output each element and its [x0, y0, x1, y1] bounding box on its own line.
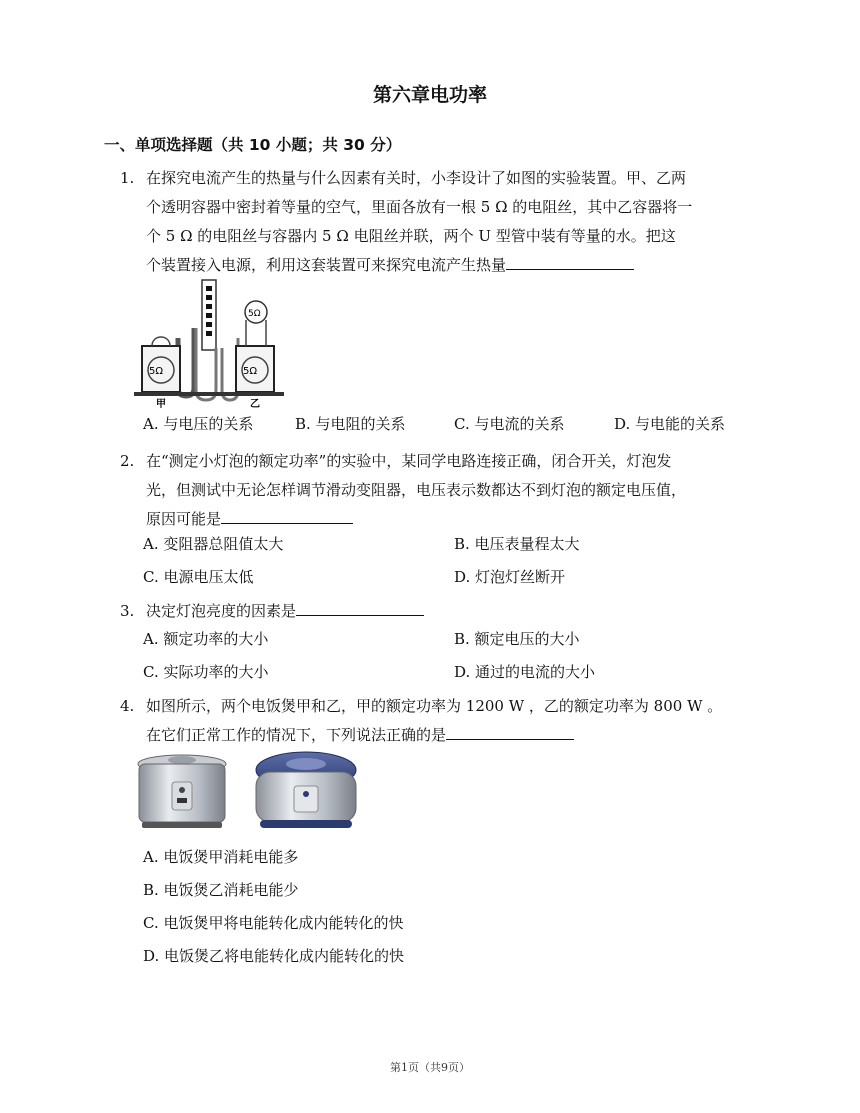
- question-text-line: 决定灯泡亮度的因素是: [146, 602, 297, 620]
- question-number: 4.: [120, 697, 135, 715]
- answer-blank: [296, 599, 424, 616]
- resistor-top-label: 5Ω: [248, 309, 261, 319]
- question-text-line: 个透明容器中密封着等量的空气，里面各放有一根 5 Ω 的电阻丝，其中乙容器将一: [146, 198, 693, 216]
- option-d[interactable]: D. 电饭煲乙将电能转化成内能转化的快: [143, 947, 405, 965]
- question-text-line: 在它们正常工作的情况下，下列说法正确的是: [146, 726, 447, 744]
- question-text-line: 在探究电流产生的热量与什么因素有关时，小李设计了如图的实验装置。甲、乙两: [146, 169, 687, 187]
- option-d[interactable]: D. 通过的电流的大小: [454, 663, 596, 681]
- question-text-line: 在“测定小灯泡的额定功率”的实验中，某同学电路连接正确，闭合开关，灯泡发: [146, 452, 672, 470]
- question-4: [120, 692, 780, 750]
- option-c[interactable]: C. 与电流的关系: [454, 415, 565, 433]
- page-title: 第六章电功率: [372, 84, 487, 106]
- option-a[interactable]: A. 额定功率的大小: [143, 630, 269, 648]
- question-number: 2.: [120, 452, 135, 470]
- page-footer: 第1页（共9页）: [390, 1061, 470, 1074]
- option-c[interactable]: C. 电饭煲甲将电能转化成内能转化的快: [143, 914, 404, 932]
- option-b[interactable]: B. 与电阻的关系: [295, 415, 406, 433]
- option-d[interactable]: D. 灯泡灯丝断开: [454, 568, 566, 586]
- answer-blank: [506, 253, 634, 270]
- answer-blank: [446, 723, 574, 740]
- experiment-figure: [134, 278, 294, 412]
- question-text-line: 原因可能是: [146, 510, 222, 528]
- option-d[interactable]: D. 与电能的关系: [614, 415, 726, 433]
- option-c[interactable]: C. 电源电压太低: [143, 568, 254, 586]
- option-a[interactable]: A. 电饭煲甲消耗电能多: [143, 848, 299, 866]
- option-a[interactable]: A. 与电压的关系: [143, 415, 254, 433]
- question-text-line: 个装置接入电源，利用这套装置可来探究电流产生热量: [146, 256, 507, 274]
- resistor-a-label: 5Ω: [149, 366, 164, 377]
- option-c[interactable]: C. 实际功率的大小: [143, 663, 269, 681]
- question-2: [120, 447, 760, 534]
- question-text-line: 光，但测试中无论怎样调节滑动变阻器，电压表示数都达不到灯泡的额定电压值，: [146, 481, 687, 499]
- section-heading: 一、单项选择题（共 10 小题；共 30 分）: [104, 136, 402, 154]
- answer-blank: [221, 507, 353, 524]
- question-number: 1.: [120, 169, 135, 187]
- option-a[interactable]: A. 变阻器总阻值太大: [143, 535, 284, 553]
- resistor-b-label: 5Ω: [243, 366, 258, 377]
- rice-cookers-figure: [134, 748, 364, 838]
- container-a-label: 甲: [156, 399, 166, 408]
- question-number: 3.: [120, 602, 135, 620]
- question-text-line: 如图所示，两个电饭煲甲和乙，甲的额定功率为 1200 W ，乙的额定功率为 800 W 。: [146, 697, 723, 715]
- option-b[interactable]: B. 电压表量程太大: [454, 535, 580, 553]
- question-text-line: 个 5 Ω 的电阻丝与容器内 5 Ω 电阻丝并联，两个 U 型管中装有等量的水。把这: [146, 227, 676, 245]
- question-1: [120, 164, 760, 280]
- question-3: [120, 597, 760, 626]
- option-b[interactable]: B. 额定电压的大小: [454, 630, 580, 648]
- container-b-label: 乙: [250, 399, 260, 408]
- option-b[interactable]: B. 电饭煲乙消耗电能少: [143, 881, 299, 899]
